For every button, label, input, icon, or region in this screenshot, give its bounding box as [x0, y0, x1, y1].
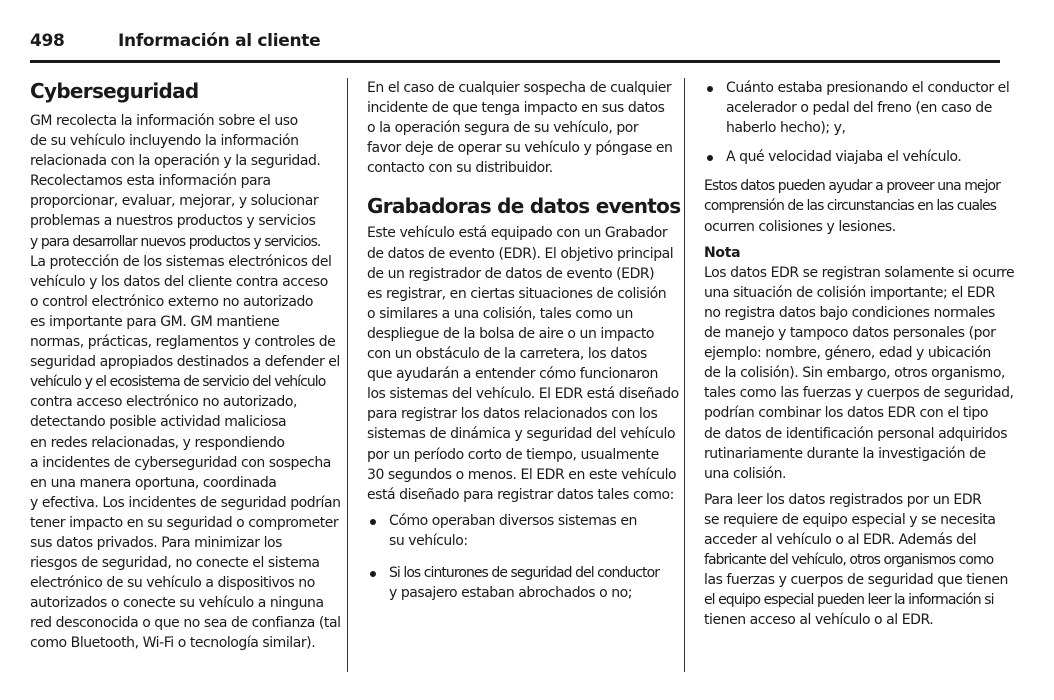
text-line: incidente de que tenga impacto en sus datos [367, 100, 665, 117]
text-line: vehículo y los datos del cliente contra acceso [30, 273, 328, 290]
bullet-item [367, 563, 667, 603]
text-line: las fuerzas y cuerpos de seguridad que tienen [704, 572, 1008, 589]
text-line: y para desarrollar nuevos productos y servicios. [30, 233, 321, 250]
text-line: Si los cinturones de seguridad del conductor [389, 564, 660, 581]
column-1 [30, 78, 341, 654]
bullet-icon [370, 571, 376, 577]
text-line: vehículo y el ecosistema de servicio del vehículo [30, 374, 326, 391]
text-line: para registrar los datos relacionados con los [367, 406, 658, 423]
text-line: tener impacto en su seguridad o comprometer [30, 514, 339, 531]
text-line: favor deje de operar su vehículo y póngase en [367, 140, 673, 157]
text-line: tales como las fuerzas y cuerpos de seguridad, [704, 385, 1014, 402]
cyberseguridad-heading: Cyberseguridad [30, 79, 199, 103]
text-line: sistemas de dinámica y seguridad del vehículo [367, 426, 676, 443]
page-number: 498 [30, 31, 65, 51]
text-line: o similares a una colisión, tales como un [367, 305, 633, 322]
text-line: o control electrónico externo no autorizado [30, 293, 314, 310]
column-divider [684, 78, 685, 672]
text-line: problemas a nuestros productos y servicios [30, 213, 316, 230]
text-line: relacionada con la operación y la seguridad. [30, 153, 321, 170]
text-line: de datos de identificación personal adquiridos [704, 425, 1008, 442]
text-line: una situación de colisión importante; el EDR [704, 284, 995, 301]
text-line: es importante para GM. GM mantiene [30, 313, 280, 330]
text-line: A qué velocidad viajaba el vehículo. [726, 149, 962, 166]
cyberseguridad-paragraph [30, 111, 341, 654]
text-line: de un registrador de datos de evento (EDR) [367, 265, 655, 282]
text-line: en redes relacionadas, y respondiendo [30, 434, 285, 451]
incident-paragraph [367, 78, 673, 178]
text-line: ocurren colisiones y lesiones. [704, 218, 896, 235]
text-line: por un período corto de tiempo, usualmente [367, 446, 659, 463]
text-line: GM recolecta la información sobre el uso [30, 113, 298, 129]
text-line: sus datos privados. Para minimizar los [30, 534, 282, 551]
text-line: contra acceso electrónico no autorizado, [30, 394, 297, 411]
text-line: y pasajero estaban abrochados o no; [389, 585, 633, 602]
column-3 [704, 78, 1015, 630]
edr-paragraph [367, 223, 679, 504]
page-header [30, 31, 1000, 57]
text-line: La protección de los sistemas electrónicos del [30, 253, 332, 270]
bullet-item [704, 78, 1010, 138]
note-paragraph [704, 263, 1015, 484]
text-line: de la colisión). Sin embargo, otros organismo, [704, 365, 1005, 382]
text-line: de datos de evento (EDR). El objetivo principal [367, 245, 674, 262]
text-line: seguridad apropiados destinados a defender el [30, 354, 340, 371]
text-line: podrían combinar los datos EDR con el tipo [704, 405, 988, 422]
text-line: comprensión de las circunstancias en las cuales [704, 198, 997, 215]
column-divider [347, 78, 348, 672]
text-line: a incidentes de cyberseguridad con sospecha [30, 454, 331, 471]
section-title: Información al cliente [118, 31, 321, 51]
edr-reading-paragraph [704, 490, 1008, 631]
text-line: red desconocida o que no sea de confianza (tal [30, 615, 341, 632]
text-line: autorizados o conecte su vehículo a ninguna [30, 595, 324, 612]
bullet-icon [370, 519, 376, 525]
edr-benefit-paragraph [704, 176, 1004, 236]
text-line: una colisión. [704, 465, 787, 482]
text-line: Para leer los datos registrados por un EDR [704, 491, 982, 508]
text-line: y efectiva. Los incidentes de seguridad podrían [30, 494, 341, 511]
text-line: acceder al vehículo o al EDR. Además del [704, 531, 977, 548]
text-line: Este vehículo está equipado con un Grabador [367, 225, 668, 242]
text-line: está diseñado para registrar datos tales como: [367, 486, 674, 503]
text-line: no registra datos bajo condiciones normales [704, 304, 995, 321]
text-line: En el caso de cualquier sospecha de cualquier [367, 80, 672, 96]
column-2 [367, 78, 681, 603]
text-line: que ayudarán a entender cómo funcionaron [367, 366, 658, 383]
text-line: tienen acceso al vehículo o al EDR. [704, 612, 934, 629]
text-line: Cómo operaban diversos sistemas en [389, 512, 637, 529]
edr-heading: Grabadoras de datos eventos [367, 194, 681, 219]
note-label: Nota [704, 244, 741, 261]
header-rule [30, 60, 1000, 63]
text-line: Estos datos pueden ayudar a proveer una mejor [704, 178, 1000, 195]
text-line: de su vehículo incluyendo la información [30, 133, 299, 150]
text-line: proporcionar, evaluar, mejorar, y solucionar [30, 193, 319, 210]
text-line: su vehículo: [389, 532, 468, 549]
text-line: rutinariamente durante la investigación de [704, 445, 986, 462]
text-line: contacto con su distribuidor. [367, 160, 553, 177]
text-line: en una manera oportuna, coordinada [30, 474, 277, 491]
text-line: o la operación segura de su vehículo, por [367, 120, 639, 137]
text-line: es registrar, en ciertas situaciones de colisión [367, 285, 667, 302]
text-line: de manejo y tampoco datos personales (por [704, 325, 996, 342]
text-line: electrónico de su vehículo a dispositivos no [30, 575, 315, 592]
text-line: Cuánto estaba presionando el conductor el [726, 80, 1010, 96]
bullet-item [704, 147, 1004, 167]
text-line: 30 segundos o menos. El EDR en este vehículo [367, 466, 677, 483]
text-line: acelerador o pedal del freno (en caso de [726, 100, 992, 117]
text-line: los sistemas del vehículo. El EDR está diseñado [367, 386, 679, 403]
text-line: normas, prácticas, reglamentos y controles de [30, 334, 336, 351]
text-line: fabricante del vehículo, otros organismos como [704, 552, 994, 569]
bullet-icon [707, 86, 713, 92]
text-line: detectando posible actividad maliciosa [30, 414, 287, 431]
text-line: despliegue de la bolsa de aire o un impacto [367, 325, 654, 342]
text-line: ejemplo: nombre, género, edad y ubicación [704, 345, 991, 362]
text-line: se requiere de equipo especial y se necesita [704, 511, 996, 528]
text-line: Los datos EDR se registran solamente si ocurre [704, 264, 1015, 281]
text-line: como Bluetooth, Wi-Fi o tecnología similar). [30, 635, 316, 652]
text-line: Recolectamos esta información para [30, 173, 271, 190]
text-line: el equipo especial pueden leer la información si [704, 592, 994, 609]
text-line: con un obstáculo de la carretera, los datos [367, 346, 647, 363]
bullet-icon [707, 155, 713, 161]
text-line: riesgos de seguridad, no conecte el sistema [30, 555, 320, 572]
text-line: haberlo hecho); y, [726, 120, 846, 137]
bullet-item [367, 511, 667, 551]
